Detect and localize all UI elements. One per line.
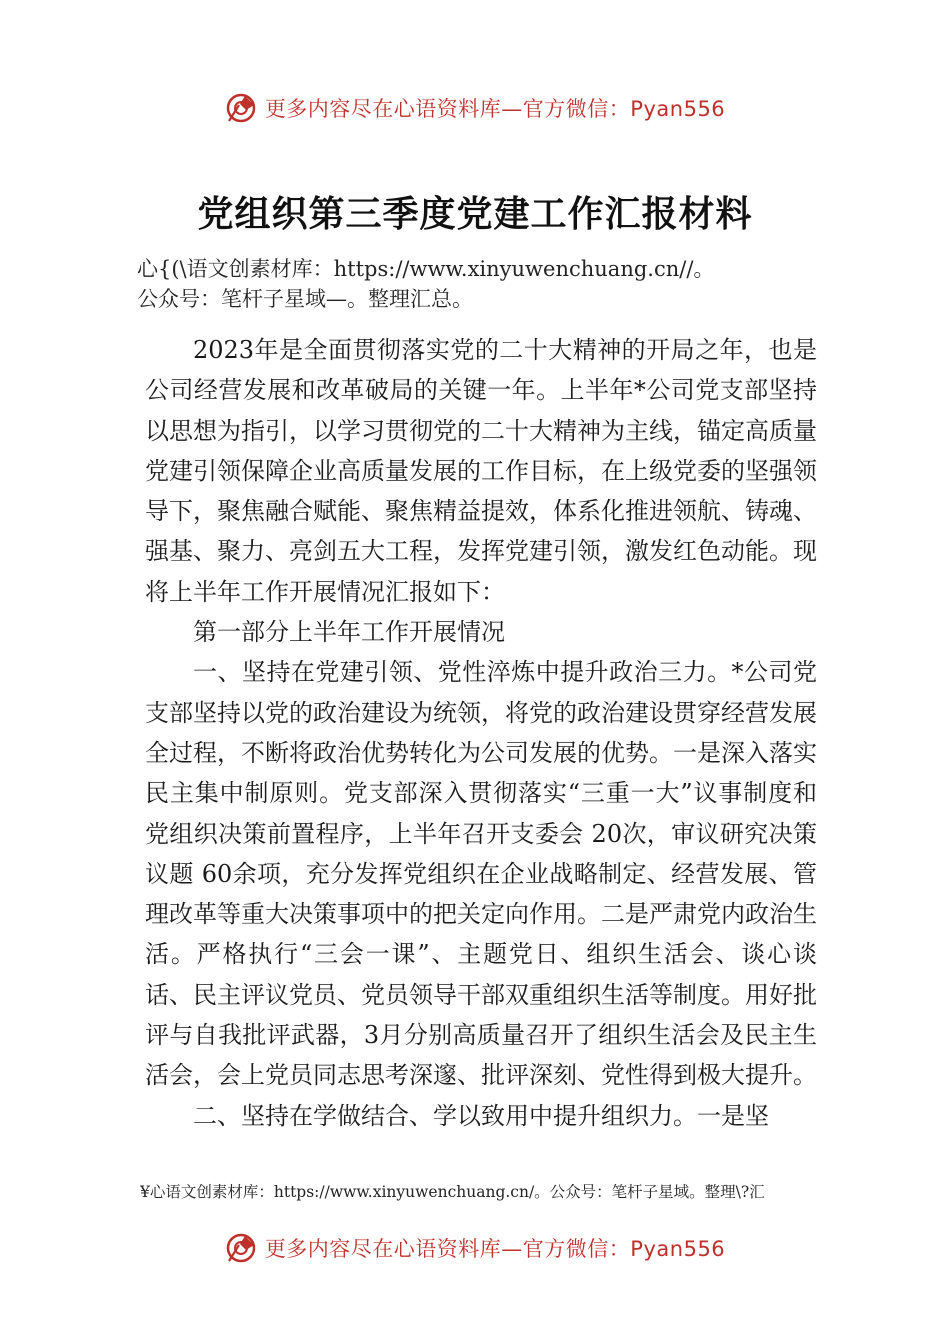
- paragraph-section-two: 二、坚持在学做结合、学以致用中提升组织力。一是坚: [193, 1101, 769, 1130]
- paragraph-intro: 2023年是全面贯彻落实党的二十大精神的开局之年，也是公司经营发展和改革破局的关键一年。上半年*公司党支部坚持以思想为指引，以学习贯彻党的二十大精神为主线，锚定高质量党建引领保障企业高质量发展的工作目标，在上级党委的坚强领导下，聚焦融合赋能、聚焦精益提效，体系化推进领航、铸魂、强基、聚力、亮剑五大工程，发挥党建引领，激发红色动能。现将上半年工作开展情况汇报如下：: [145, 336, 817, 606]
- document-title: 党组织第三季度党建工作汇报材料: [197, 193, 753, 235]
- pen-logo-icon: [225, 92, 257, 124]
- pen-logo-icon: [225, 1232, 257, 1264]
- section-heading: 第一部分上半年工作开展情况: [193, 618, 505, 647]
- header-banner: [0, 92, 950, 124]
- source-line-1: 心{(\语文创素材库：https://www.xinyuwenchuang.cn//。: [137, 257, 715, 281]
- header-banner-text: 更多内容尽在心语资料库—官方微信：Pyan556: [264, 97, 726, 121]
- source-note: [137, 254, 827, 314]
- footer-banner: [0, 1232, 950, 1264]
- document-body: [145, 330, 817, 1136]
- paragraph-section-one: 一、坚持在党建引领、党性淬炼中提升政治三力。*公司党支部坚持以党的政治建设为统领，将党的政治建设贯穿经营发展全过程，不断将政治优势转化为公司发展的优势。一是深入落实民主集中制原则。党支部深入贯彻落实“三重一大”议事制度和党组织决策前置程序，上半年召开支委会 20次，审议研究决策议题 60余项，充分发挥党组织在企业战略制定、经营发展、管理改革等重大决策事项中的把关定向作用。二是严肃党内政治生活。严格执行“三会一课”、主题党日、组织生活会、谈心谈话、民主评议党员、党员领导干部双重组织生活等制度。用好批评与自我批评武器，3月分别高质量召开了组织生活会及民主生活会，会上党员同志思考深邃、批评深刻、党性得到极大提升。: [145, 658, 817, 1090]
- source-line-2: 公众号：笔杆子星域—。整理汇总。: [137, 287, 473, 311]
- footer-source-note: ¥心语文创素材库：https://www.xinyuwenchuang.cn/。公众号：笔杆子星域。整理\?汇: [140, 1183, 765, 1201]
- footer-banner-text: 更多内容尽在心语资料库—官方微信：Pyan556: [264, 1237, 726, 1261]
